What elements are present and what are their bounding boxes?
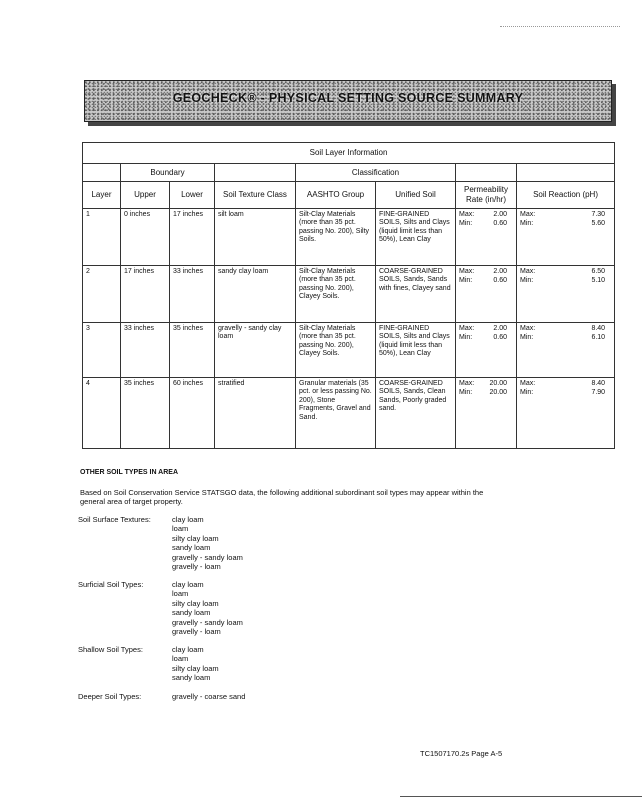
ph-min-value: 6.10	[591, 334, 606, 342]
perm-max-label: Max:	[459, 211, 475, 218]
perm-min-label: Min:	[459, 220, 473, 228]
cell-layer: 3	[83, 323, 121, 378]
cell-upper: 33 inches	[121, 323, 170, 378]
perm-max-value: 20.00	[489, 380, 507, 387]
cell-unified: COARSE-GRAINED SOILS, Sands, Sands with fines, Clayey sand	[376, 266, 456, 323]
ph-max-value: 8.40	[591, 380, 606, 387]
perm-min-value: 0.60	[493, 334, 507, 342]
perm-min-label: Min:	[459, 389, 473, 397]
page-footer: TC1507170.2s Page A-5	[420, 749, 503, 758]
list-item: gravelly - coarse sand	[172, 692, 246, 701]
col-header-unified: Unified Soil	[376, 182, 456, 209]
table-row	[83, 209, 615, 266]
surface-textures-label: Soil Surface Textures:	[78, 515, 151, 524]
perm-min-label: Min:	[459, 277, 473, 285]
list-item: clay loam	[172, 515, 204, 524]
list-item: clay loam	[172, 645, 204, 654]
surficial-types-label: Surficial Soil Types:	[78, 580, 144, 589]
bottom-rule	[400, 796, 642, 797]
list-item: silty clay loam	[172, 598, 219, 608]
cell-reaction	[517, 209, 615, 266]
cell-unified: FINE-GRAINED SOILS, Silts and Clays (liquid limit less than 50%), Lean Clay	[376, 323, 456, 378]
shallow-types-label: Shallow Soil Types:	[78, 645, 143, 654]
cell-lower: 33 inches	[170, 266, 215, 323]
list-item: sandy loam	[172, 543, 211, 553]
cell-layer: 2	[83, 266, 121, 323]
surface-textures-list	[172, 515, 243, 571]
ph-max-label: Max:	[520, 268, 536, 275]
deeper-types-list	[172, 692, 245, 701]
cell-aashto: Silt-Clay Materials (more than 35 pct. passing No. 200), Clayey Soils.	[296, 323, 376, 378]
cell-upper: 0 inches	[121, 209, 170, 266]
boundary-group-header: Boundary	[121, 164, 215, 182]
cell-lower: 17 inches	[170, 209, 215, 266]
perm-max-value: 2.00	[493, 211, 507, 218]
ph-max-label: Max:	[520, 325, 536, 332]
col-header-texture: Soil Texture Class	[215, 182, 296, 209]
soil-layer-table-container	[82, 142, 614, 449]
perm-min-value: 20.00	[489, 389, 507, 397]
cell-layer: 4	[83, 378, 121, 449]
ph-min-value: 5.10	[591, 277, 606, 285]
list-item: sandy loam	[172, 673, 211, 683]
cell-permeability	[456, 209, 517, 266]
cell-aashto: Granular materials (35 pct. or less passing No. 200), Stone Fragments, Gravel and Sand.	[296, 378, 376, 449]
cell-texture: gravelly - sandy clay loam	[215, 323, 296, 378]
col-header-upper: Upper	[121, 182, 170, 209]
perm-min-label: Min:	[459, 334, 473, 342]
cell-texture: silt loam	[215, 209, 296, 266]
col-header-permeability: Permeability Rate (in/hr)	[456, 182, 517, 209]
table-row	[83, 378, 615, 449]
cell-permeability	[456, 378, 517, 449]
cell-permeability	[456, 323, 517, 378]
cell-texture: sandy clay loam	[215, 266, 296, 323]
ph-max-value: 7.30	[591, 211, 606, 218]
ph-max-label: Max:	[520, 211, 536, 218]
ph-min-label: Min:	[520, 277, 534, 285]
soil-layer-table	[82, 142, 615, 449]
col-header-reaction: Soil Reaction (pH)	[517, 182, 615, 209]
table-row	[83, 266, 615, 323]
perm-min-value: 0.60	[493, 277, 507, 285]
deeper-types-label: Deeper Soil Types:	[78, 692, 142, 701]
list-item: loam	[172, 524, 189, 534]
classification-group-header: Classification	[296, 164, 456, 182]
ph-min-label: Min:	[520, 334, 534, 342]
list-item: silty clay loam	[172, 533, 219, 543]
list-item: gravelly - sandy loam	[172, 552, 243, 562]
other-soils-intro: Based on Soil Conservation Service STATSGO data, the following additional subordinant soil types may appear within the general area of target property.	[80, 488, 484, 507]
shallow-types-list	[172, 645, 219, 683]
list-item: gravelly - loam	[172, 561, 221, 571]
cell-texture: stratified	[215, 378, 296, 449]
list-item: gravelly - sandy loam	[172, 617, 243, 627]
cell-reaction	[517, 323, 615, 378]
ph-max-value: 6.50	[591, 268, 606, 275]
section-banner	[84, 80, 612, 122]
cell-unified: FINE-GRAINED SOILS, Silts and Clays (liquid limit less than 50%), Lean Clay	[376, 209, 456, 266]
perm-max-value: 2.00	[493, 268, 507, 275]
cell-lower: 35 inches	[170, 323, 215, 378]
list-item: sandy loam	[172, 608, 211, 618]
top-scan-marks	[500, 26, 620, 27]
ph-min-value: 7.90	[591, 389, 606, 397]
cell-upper: 35 inches	[121, 378, 170, 449]
cell-reaction	[517, 378, 615, 449]
list-item: loam	[172, 589, 189, 599]
perm-max-label: Max:	[459, 380, 475, 387]
ph-min-label: Min:	[520, 389, 534, 397]
other-soils-heading: OTHER SOIL TYPES IN AREA	[80, 469, 179, 476]
list-item: silty clay loam	[172, 663, 219, 673]
list-item: loam	[172, 654, 189, 664]
cell-layer: 1	[83, 209, 121, 266]
col-header-layer: Layer	[83, 182, 121, 209]
cell-aashto: Silt-Clay Materials (more than 35 pct. passing No. 200), Clayey Soils.	[296, 266, 376, 323]
banner-title: GEOCHECK® - PHYSICAL SETTING SOURCE SUMMARY	[172, 91, 524, 105]
perm-max-label: Max:	[459, 268, 475, 275]
list-item: gravelly - loam	[172, 626, 221, 636]
perm-max-label: Max:	[459, 325, 475, 332]
col-header-aashto: AASHTO Group	[296, 182, 376, 209]
table-row	[83, 323, 615, 378]
cell-upper: 17 inches	[121, 266, 170, 323]
perm-max-value: 2.00	[493, 325, 507, 332]
ph-min-value: 5.60	[591, 220, 606, 228]
ph-min-label: Min:	[520, 220, 534, 228]
surficial-types-list	[172, 580, 243, 636]
cell-aashto: Silt-Clay Materials (more than 35 pct. passing No. 200), Silty Soils.	[296, 209, 376, 266]
table-title: Soil Layer Information	[83, 143, 615, 164]
cell-unified: COARSE-GRAINED SOILS, Sands, Clean Sands, Poorly graded sand.	[376, 378, 456, 449]
cell-reaction	[517, 266, 615, 323]
list-item: clay loam	[172, 580, 204, 589]
ph-max-label: Max:	[520, 380, 536, 387]
cell-permeability	[456, 266, 517, 323]
col-header-lower: Lower	[170, 182, 215, 209]
perm-min-value: 0.60	[493, 220, 507, 228]
cell-lower: 60 inches	[170, 378, 215, 449]
ph-max-value: 8.40	[591, 325, 606, 332]
